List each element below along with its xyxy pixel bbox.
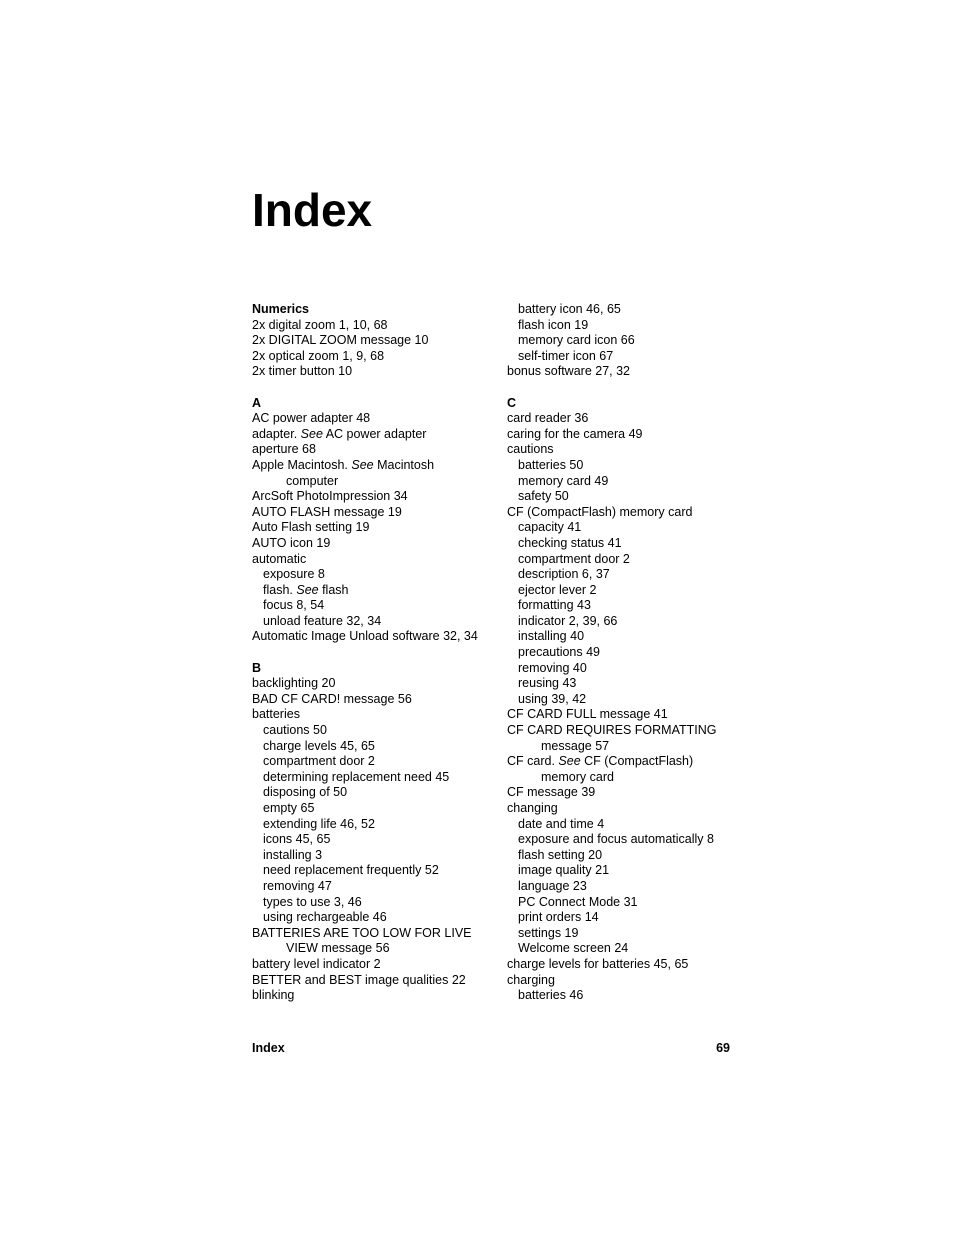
index-entry-term: CF card.	[507, 754, 559, 769]
index-entry: disposing of 50	[263, 785, 348, 800]
index-entry-target: flash	[318, 582, 349, 597]
index-entry: BETTER and BEST image qualities 22	[252, 972, 466, 987]
index-entry: self-timer icon 67	[518, 348, 614, 363]
index-entry: checking status 41	[518, 535, 622, 550]
index-entry	[252, 583, 492, 599]
index-entry: image quality 21	[518, 863, 610, 878]
index-entry: CF CARD FULL message 41	[507, 707, 668, 722]
index-entry: unload feature 32, 34	[263, 613, 382, 628]
index-entry-term: adapter.	[252, 426, 301, 441]
index-entry: AUTO FLASH message 19	[252, 504, 402, 519]
index-entry: removing 47	[263, 878, 332, 893]
index-entry: date and time 4	[518, 816, 605, 831]
index-entry: 2x digital zoom 1, 10, 68	[252, 317, 388, 332]
index-entry-target: CF (CompactFlash)	[580, 754, 694, 769]
index-entry: exposure and focus automatically 8	[518, 832, 714, 847]
index-entry: cautions	[507, 442, 554, 457]
index-entry: extending life 46, 52	[263, 816, 375, 831]
index-entry: CF CARD REQUIRES FORMATTING	[507, 723, 717, 738]
index-entry: 2x DIGITAL ZOOM message 10	[252, 333, 429, 348]
index-entry: determining replacement need 45	[263, 769, 450, 784]
index-spacer	[507, 380, 747, 396]
index-entry: description 6, 37	[518, 567, 610, 582]
index-entry: batteries 46	[518, 988, 584, 1003]
index-entry-term: flash.	[263, 582, 297, 597]
index-spacer	[252, 380, 492, 396]
index-entry: indicator 2, 39, 66	[518, 613, 618, 628]
index-entry: formatting 43	[518, 598, 591, 613]
index-see-reference: See	[300, 426, 323, 441]
index-section-heading: B	[252, 660, 262, 675]
index-entry: flash icon 19	[518, 317, 589, 332]
index-entry: icons 45, 65	[263, 832, 331, 847]
index-entry: charge levels for batteries 45, 65	[507, 956, 689, 971]
index-see-reference: See	[351, 457, 374, 472]
index-entry-target: Macintosh	[373, 457, 435, 472]
index-entry-term: Apple Macintosh.	[252, 457, 352, 472]
index-entry: battery level indicator 2	[252, 956, 381, 971]
index-entry: print orders 14	[518, 910, 599, 925]
index-entry: battery icon 46, 65	[518, 302, 621, 316]
index-entry	[252, 458, 492, 474]
index-entry: installing 3	[263, 847, 323, 862]
index-entry: using rechargeable 46	[263, 910, 387, 925]
index-entry: installing 40	[518, 629, 585, 644]
index-entry: BAD CF CARD! message 56	[252, 691, 412, 706]
index-entry: VIEW message 56	[286, 941, 390, 956]
index-entry: bonus software 27, 32	[507, 364, 630, 379]
footer-page-number: 69	[716, 1041, 730, 1055]
index-section-heading: Numerics	[252, 302, 309, 316]
index-entry: BATTERIES ARE TOO LOW FOR LIVE	[252, 925, 472, 940]
index-entry: CF (CompactFlash) memory card	[507, 504, 693, 519]
index-entry: Automatic Image Unload software 32, 34	[252, 629, 478, 644]
index-entry: need replacement frequently 52	[263, 863, 439, 878]
index-see-reference: See	[296, 582, 319, 597]
index-section-heading: C	[507, 395, 517, 410]
index-entry: compartment door 2	[518, 551, 630, 566]
index-entry: compartment door 2	[263, 754, 375, 769]
index-entry	[252, 427, 492, 443]
index-entry: ArcSoft PhotoImpression 34	[252, 489, 408, 504]
index-entry	[507, 754, 747, 770]
index-entry: batteries 50	[518, 457, 584, 472]
index-entry: Auto Flash setting 19	[252, 520, 370, 535]
index-entry: 2x timer button 10	[252, 364, 353, 379]
index-entry: changing	[507, 801, 558, 815]
index-entry: language 23	[518, 878, 587, 893]
index-section-heading: A	[252, 395, 262, 410]
index-entry: 2x optical zoom 1, 9, 68	[252, 348, 385, 363]
index-entry: exposure 8	[263, 567, 325, 582]
index-see-reference: See	[558, 754, 581, 769]
index-entry: using 39, 42	[518, 691, 587, 706]
index-entry: reusing 43	[518, 676, 577, 691]
index-entry: card reader 36	[507, 411, 589, 426]
index-entry: charge levels 45, 65	[263, 738, 375, 753]
index-entry: types to use 3, 46	[263, 894, 362, 909]
index-entry: charging	[507, 972, 555, 987]
index-entry: removing 40	[518, 660, 587, 675]
index-entry: AC power adapter 48	[252, 411, 371, 426]
index-entry: batteries	[252, 707, 300, 722]
index-entry: automatic	[252, 551, 307, 566]
page-title: Index	[252, 184, 373, 236]
index-entry: settings 19	[518, 925, 579, 940]
index-entry: CF message 39	[507, 785, 596, 800]
index-entry: focus 8, 54	[263, 598, 325, 613]
index-entry: blinking	[252, 988, 295, 1003]
index-entry: ejector lever 2	[518, 582, 597, 597]
index-column-right	[507, 302, 747, 1004]
index-entry-target: AC power adapter	[322, 426, 427, 441]
index-entry: computer	[286, 473, 339, 488]
index-entry: capacity 41	[518, 520, 582, 535]
index-entry: cautions 50	[263, 723, 327, 738]
index-entry: precautions 49	[518, 645, 601, 660]
index-entry: empty 65	[263, 801, 315, 815]
index-entry: flash setting 20	[518, 847, 603, 862]
index-entry: memory card	[541, 769, 614, 784]
index-entry: memory card 49	[518, 473, 609, 488]
index-entry: caring for the camera 49	[507, 426, 643, 441]
index-entry: safety 50	[518, 489, 569, 504]
index-entry: PC Connect Mode 31	[518, 894, 638, 909]
index-column-left	[252, 302, 492, 1004]
index-entry: aperture 68	[252, 442, 316, 457]
index-entry: backlighting 20	[252, 676, 336, 691]
index-entry: AUTO icon 19	[252, 535, 331, 550]
index-entry: memory card icon 66	[518, 333, 635, 348]
index-entry: message 57	[541, 738, 610, 753]
index-entry: Welcome screen 24	[518, 941, 629, 956]
footer-section: Index	[252, 1041, 285, 1055]
index-spacer	[252, 645, 492, 661]
